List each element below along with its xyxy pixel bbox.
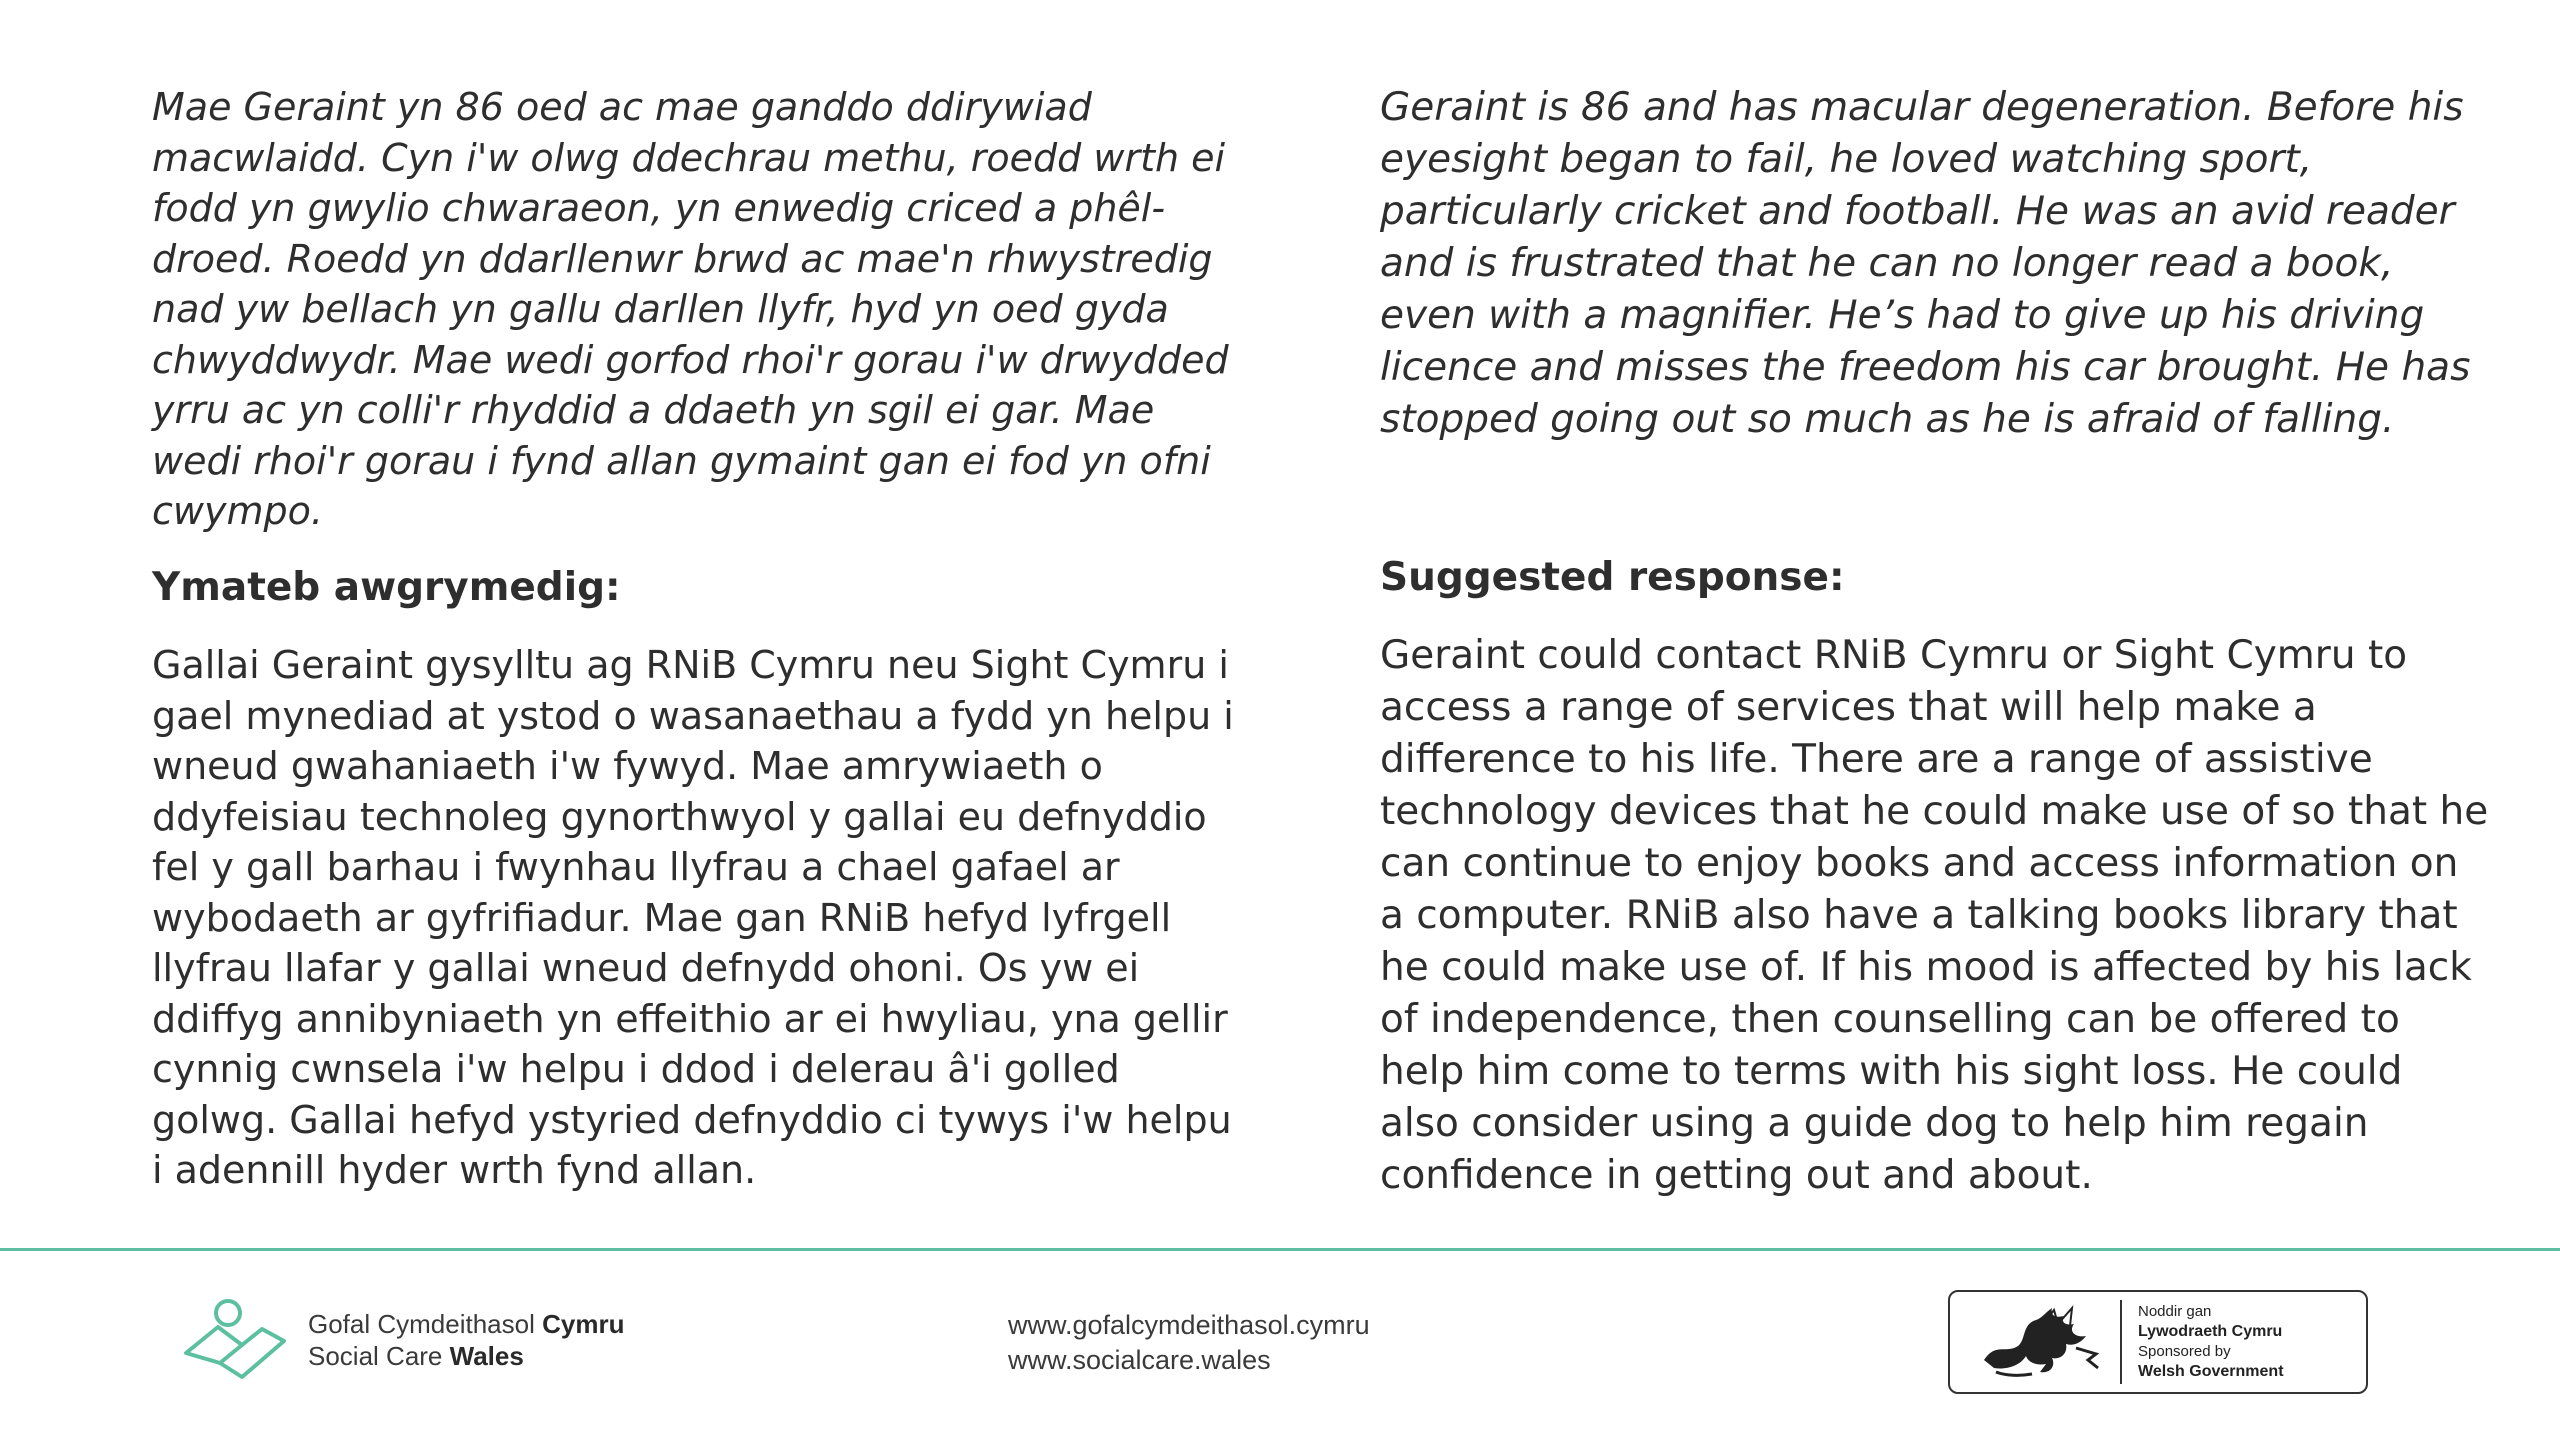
english-column xyxy=(1380,82,2490,1198)
sponsor-text xyxy=(2138,1302,2284,1382)
logo-line2-bold: Wales xyxy=(449,1341,524,1371)
sponsor-line3: Sponsored by xyxy=(2138,1343,2231,1360)
welsh-response-heading: Ymateb awgrymedig: xyxy=(152,565,621,610)
english-website-link[interactable]: www.socialcare.wales xyxy=(1008,1345,1271,1375)
sponsor-line4: Welsh Government xyxy=(2138,1363,2284,1380)
logo-wordmark xyxy=(308,1308,624,1372)
logo-line2-regular: Social Care xyxy=(308,1341,450,1371)
welsh-dragon-icon xyxy=(1976,1302,2106,1382)
english-response-text: Geraint could contact RNiB Cymru or Sight Cymru to access a range of services that will help make a difference to his life. There are a range of assistive technology devices that he could make use of so that he can continue to enjoy books and access information on a computer. RNiB also have a talking books library that he could make use of. If his mood is affected by his lack of independence, then counselling can be offered to help him come to terms with his sight loss. He could also consider using a guide dog to help him regain confidence in getting out and about. xyxy=(1380,633,2489,1198)
social-care-wales-logo xyxy=(180,1290,740,1390)
welsh-response-text: Gallai Geraint gysylltu ag RNiB Cymru neu Sight Cymru i gael mynediad at ystod o wasanaethau a fydd yn helpu i wneud gwahaniaeth i'w fywyd. Mae amrywiaeth o ddyfeisiau technoleg gynorthwyol y gallai eu defnyddio fel y gall barhau i fwynhau llyfrau a chael gafael ar wybodaeth ar gyfrifiadur. Mae gan RNiB hefyd lyfrgell llyfrau llafar y gallai wneud defnydd ohoni. Os yw ei ddiffyg annibyniaeth yn effeithio ar ei hwyliau, yna gellir cynnig cwnsela i'w helpu i ddod i delerau â'i golled golwg. Gallai hefyd ystyried defnyddio ci tywys i'w helpu i adennill hyder wrth fynd allan. xyxy=(152,643,1234,1192)
english-response-heading: Suggested response: xyxy=(1380,555,1845,600)
english-scenario-text: Geraint is 86 and has macular degeneration. Before his eyesight began to fail, he loved watching sport, particularly cricket and football. He was an avid reader and is frustrated that he can no longer read a book, even with a magnifier. He’s had to give up his driving licence and misses the freedom his car brought. He has stopped going out so much as he is afraid of falling. xyxy=(1380,85,2471,442)
welsh-government-sponsor-badge xyxy=(1948,1290,2368,1394)
social-care-wales-logo-icon xyxy=(180,1295,290,1385)
sponsor-line2: Lywodraeth Cymru xyxy=(2138,1323,2283,1340)
logo-line1-regular: Gofal Cymdeithasol xyxy=(308,1309,543,1339)
badge-separator xyxy=(2120,1300,2122,1384)
logo-line1-bold: Cymru xyxy=(542,1309,625,1339)
footer-divider xyxy=(0,1248,2560,1251)
welsh-scenario-text: Mae Geraint yn 86 oed ac mae ganddo ddirywiad macwlaidd. Cyn i'w olwg ddechrau methu, roedd wrth ei fodd yn gwylio chwaraeon, yn enwedig criced a phêl-droed. Roedd yn ddarllenwr brwd ac mae'n rhwystredig nad yw bellach yn gallu darllen llyfr, hyd yn oed gyda chwyddwydr. Mae wedi gorfod rhoi'r gorau i'w drwydded yrru ac yn colli'r rhyddid a ddaeth yn sgil ei gar. Mae wedi rhoi'r gorau i fynd allan gymaint gan ei fod yn ofni cwympo. xyxy=(152,85,1229,533)
footer-urls xyxy=(1008,1308,1370,1378)
welsh-column xyxy=(152,82,1242,1192)
sponsor-line1: Noddir gan xyxy=(2138,1303,2212,1320)
welsh-website-link[interactable]: www.gofalcymdeithasol.cymru xyxy=(1008,1310,1370,1340)
